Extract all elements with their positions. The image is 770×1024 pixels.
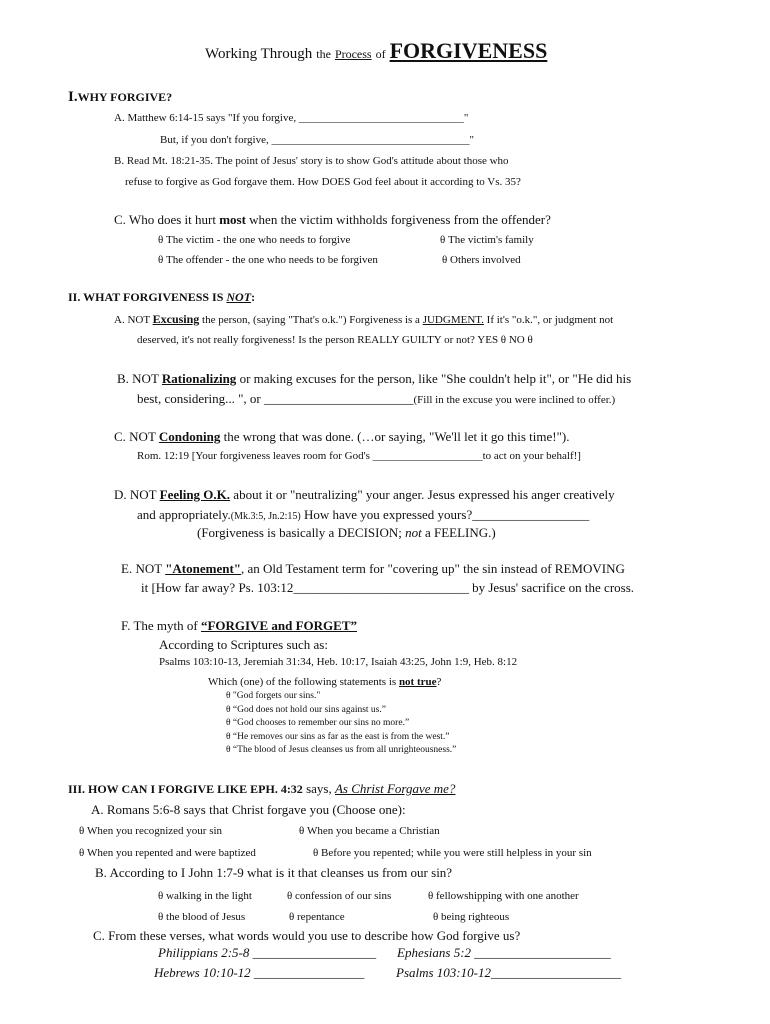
s3-a-option-repented[interactable]: θ When you repented and were baptized: [79, 847, 256, 859]
s2-c-line2: Rom. 12:19 [Your forgiveness leaves room for God's ____________________to act on your behalf!]: [137, 450, 581, 462]
s3-a-option-before-repented[interactable]: θ Before you repented; while you were still helpless in your sin: [313, 847, 592, 859]
s2-a-line2: deserved, it's not really forgiveness! Is the person REALLY GUILTY or not? YES θ NO θ: [137, 334, 533, 346]
section-1-heading: I.WHY FORGIVE?: [68, 89, 173, 105]
s2-b-line2: best, considering... ", or _______________________(Fill in the excuse you were inclined to offer.): [137, 391, 616, 406]
s3-c-question: C. From these verses, what words would you use to describe how God forgive us?: [93, 928, 521, 943]
s3-a-question: A. Romans 5:6-8 says that Christ forgave you (Choose one):: [91, 802, 406, 817]
s3-b-question: B. According to I John 1:7-9 what is it that cleanses us from our sin?: [95, 865, 453, 880]
s3-a-option-recognized[interactable]: θ When you recognized your sin: [79, 825, 223, 837]
s2-f-question: Which (one) of the following statements is not true?: [208, 676, 442, 688]
title-part4: of: [375, 47, 386, 61]
s1-option-family[interactable]: θ The victim's family: [440, 234, 534, 246]
statement-option[interactable]: θ “God does not hold our sins against us.”: [226, 705, 386, 715]
s2-c-line1: C. NOT Condoning the wrong that was done. (…or saying, "We'll let it go this time!").: [114, 429, 570, 444]
s2-d-line2: and appropriately.(Mk.3:5, Jn.2:15) How have you expressed yours?__________________: [137, 507, 590, 522]
s1-a-line2: But, if you don't forgive, ____________________________________": [160, 134, 474, 146]
title-forgiveness: FORGIVENESS: [389, 38, 548, 63]
statement-option[interactable]: θ “The blood of Jesus cleanses us from all unrighteousness.”: [226, 745, 457, 755]
s3-c-hebrews: Hebrews 10:10-12 _________________: [154, 965, 365, 980]
s2-f-scripture-list: Psalms 103:10-13, Jeremiah 31:34, Heb. 10:17, Isaiah 43:25, John 1:9, Heb. 8:12: [159, 656, 518, 668]
title-part2: the: [316, 47, 331, 61]
s3-b-option-confession[interactable]: θ confession of our sins: [287, 890, 392, 902]
s2-d-line1: D. NOT Feeling O.K. about it or "neutralizing" your anger. Jesus expressed his anger creatively: [114, 487, 615, 502]
s2-f-line2: According to Scriptures such as:: [159, 637, 328, 652]
s3-c-psalms: Psalms 103:10-12____________________: [396, 965, 621, 980]
section-2-heading: II. WHAT FORGIVENESS IS NOT:: [68, 290, 256, 304]
statement-option[interactable]: θ “He removes our sins as far as the east is from the west.”: [226, 732, 450, 742]
s1-b-line1: B. Read Mt. 18:21-35. The point of Jesus' story is to show God's attitude about those who: [114, 155, 509, 167]
s1-a-line1: A. Matthew 6:14-15 says "If you forgive, ______________________________": [114, 112, 469, 124]
s3-c-philippians: Philippians 2:5-8 ___________________: [158, 945, 377, 960]
s1-option-others[interactable]: θ Others involved: [442, 254, 521, 266]
s2-f-line1: F. The myth of “FORGIVE and FORGET”: [121, 618, 357, 633]
s2-d-line3: (Forgiveness is basically a DECISION; not a FEELING.): [197, 525, 496, 540]
s3-b-option-repentance[interactable]: θ repentance: [289, 911, 345, 923]
s3-b-option-fellowship[interactable]: θ fellowshipping with one another: [428, 890, 579, 902]
s2-a-line1: A. NOT Excusing the person, (saying "That's o.k.") Forgiveness is a JUDGMENT. If it's "o.k.", or judgment not: [114, 312, 614, 326]
page-title: [205, 40, 547, 62]
s3-b-option-walking[interactable]: θ walking in the light: [158, 890, 252, 902]
s3-a-option-became-christian[interactable]: θ When you became a Christian: [299, 825, 440, 837]
s3-b-option-righteous[interactable]: θ being righteous: [433, 911, 510, 923]
s2-b-line1: B. NOT Rationalizing or making excuses for the person, like "She couldn't help it", or "He did his: [117, 371, 632, 386]
s2-e-line1: E. NOT "Atonement", an Old Testament term for "covering up" the sin instead of REMOVING: [121, 561, 625, 576]
s3-b-option-blood[interactable]: θ the blood of Jesus: [158, 911, 246, 923]
s1-c-question: C. Who does it hurt most when the victim withholds forgiveness from the offender?: [114, 212, 551, 227]
s3-c-ephesians: Ephesians 5:2 _____________________: [397, 945, 611, 960]
s1-option-victim[interactable]: θ The victim - the one who needs to forgive: [158, 234, 351, 246]
title-part1: Working Through: [205, 46, 313, 62]
s1-b-line2: refuse to forgive as God forgave them. How DOES God feel about it according to Vs. 35?: [125, 176, 521, 188]
title-part3: Process: [334, 47, 372, 61]
section-3-heading: III. HOW CAN I FORGIVE LIKE EPH. 4:32 says, As Christ Forgave me?: [68, 781, 456, 796]
statement-option[interactable]: θ “God chooses to remember our sins no more.”: [226, 718, 410, 728]
statement-option[interactable]: θ "God forgets our sins.": [226, 691, 321, 701]
s1-option-offender[interactable]: θ The offender - the one who needs to be forgiven: [158, 254, 378, 266]
s2-e-line2: it [How far away? Ps. 103:12___________________________ by Jesus' sacrifice on the cross.: [141, 580, 635, 595]
